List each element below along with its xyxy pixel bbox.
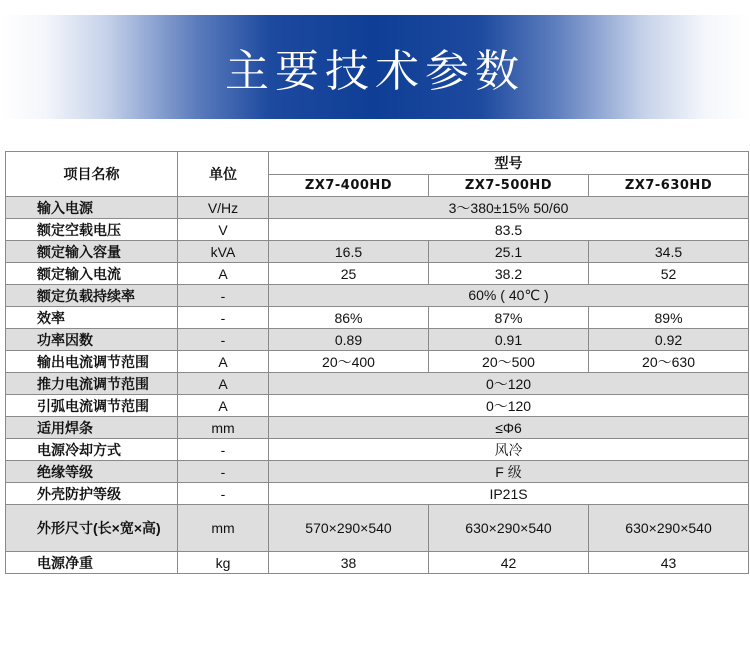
header-item: 项目名称 — [6, 152, 178, 197]
row-value: 38.2 — [429, 263, 589, 285]
row-unit: - — [178, 461, 269, 483]
row-unit: - — [178, 285, 269, 307]
row-unit: A — [178, 373, 269, 395]
row-name: 额定空载电压 — [6, 219, 178, 241]
row-unit: kVA — [178, 241, 269, 263]
row-name: 功率因数 — [6, 329, 178, 351]
row-value: 570×290×540 — [269, 505, 429, 552]
row-value: 25 — [269, 263, 429, 285]
row-value: 0.92 — [589, 329, 749, 351]
table-row — [6, 241, 749, 263]
row-value: 20～500 — [429, 351, 589, 373]
row-name: 额定输入容量 — [6, 241, 178, 263]
header-model: ZX7-500HD — [429, 174, 589, 197]
table-row — [6, 219, 749, 241]
row-unit: - — [178, 329, 269, 351]
spec-table — [5, 151, 749, 574]
table-row — [6, 439, 749, 461]
row-name: 外壳防护等级 — [6, 483, 178, 505]
row-name: 额定输入电流 — [6, 263, 178, 285]
row-value: 60% ( 40℃ ) — [269, 285, 749, 307]
row-value: 42 — [429, 552, 589, 574]
row-unit: A — [178, 263, 269, 285]
row-value: IP21S — [269, 483, 749, 505]
row-value: F 级 — [269, 461, 749, 483]
row-value: 0～120 — [269, 395, 749, 417]
row-value: 0.91 — [429, 329, 589, 351]
row-unit: - — [178, 307, 269, 329]
row-name: 输入电源 — [6, 197, 178, 219]
row-value: 风冷 — [269, 439, 749, 461]
row-name: 电源净重 — [6, 552, 178, 574]
row-name: 效率 — [6, 307, 178, 329]
table-row — [6, 505, 749, 552]
row-name: 引弧电流调节范围 — [6, 395, 178, 417]
row-name: 电源冷却方式 — [6, 439, 178, 461]
row-name: 绝缘等级 — [6, 461, 178, 483]
row-name: 额定负载持续率 — [6, 285, 178, 307]
table-row — [6, 263, 749, 285]
page-title: 主要技术参数 — [225, 47, 525, 96]
table-row — [6, 417, 749, 439]
table-row — [6, 351, 749, 373]
row-value: 630×290×540 — [429, 505, 589, 552]
header-unit: 单位 — [178, 152, 269, 197]
row-value: 83.5 — [269, 219, 749, 241]
table-row — [6, 285, 749, 307]
row-name: 推力电流调节范围 — [6, 373, 178, 395]
row-value: 43 — [589, 552, 749, 574]
row-value: 34.5 — [589, 241, 749, 263]
row-value: 630×290×540 — [589, 505, 749, 552]
row-value: 20～630 — [589, 351, 749, 373]
row-value: 86% — [269, 307, 429, 329]
table-row — [6, 395, 749, 417]
table-row — [6, 461, 749, 483]
row-value: 87% — [429, 307, 589, 329]
table-row — [6, 307, 749, 329]
row-unit: mm — [178, 417, 269, 439]
row-unit: kg — [178, 552, 269, 574]
table-row — [6, 373, 749, 395]
row-value: 0～120 — [269, 373, 749, 395]
row-unit: - — [178, 483, 269, 505]
row-name: 外形尺寸(长×宽×高) — [6, 505, 178, 552]
row-unit: A — [178, 395, 269, 417]
header-model: ZX7-400HD — [269, 174, 429, 197]
header-model: ZX7-630HD — [589, 174, 749, 197]
table-row — [6, 197, 749, 219]
row-name: 输出电流调节范围 — [6, 351, 178, 373]
row-value: ≤Φ6 — [269, 417, 749, 439]
row-value: 20～400 — [269, 351, 429, 373]
row-value: 16.5 — [269, 241, 429, 263]
row-unit: A — [178, 351, 269, 373]
row-unit: mm — [178, 505, 269, 552]
row-unit: V/Hz — [178, 197, 269, 219]
row-name: 适用焊条 — [6, 417, 178, 439]
table-row — [6, 483, 749, 505]
table-row — [6, 329, 749, 351]
title-banner — [0, 15, 750, 119]
row-value: 3～380±15% 50/60 — [269, 197, 749, 219]
row-value: 0.89 — [269, 329, 429, 351]
header-model-group: 型号 — [269, 152, 749, 175]
table-row — [6, 552, 749, 574]
row-unit: V — [178, 219, 269, 241]
row-value: 52 — [589, 263, 749, 285]
row-value: 89% — [589, 307, 749, 329]
row-value: 38 — [269, 552, 429, 574]
row-value: 25.1 — [429, 241, 589, 263]
row-unit: - — [178, 439, 269, 461]
